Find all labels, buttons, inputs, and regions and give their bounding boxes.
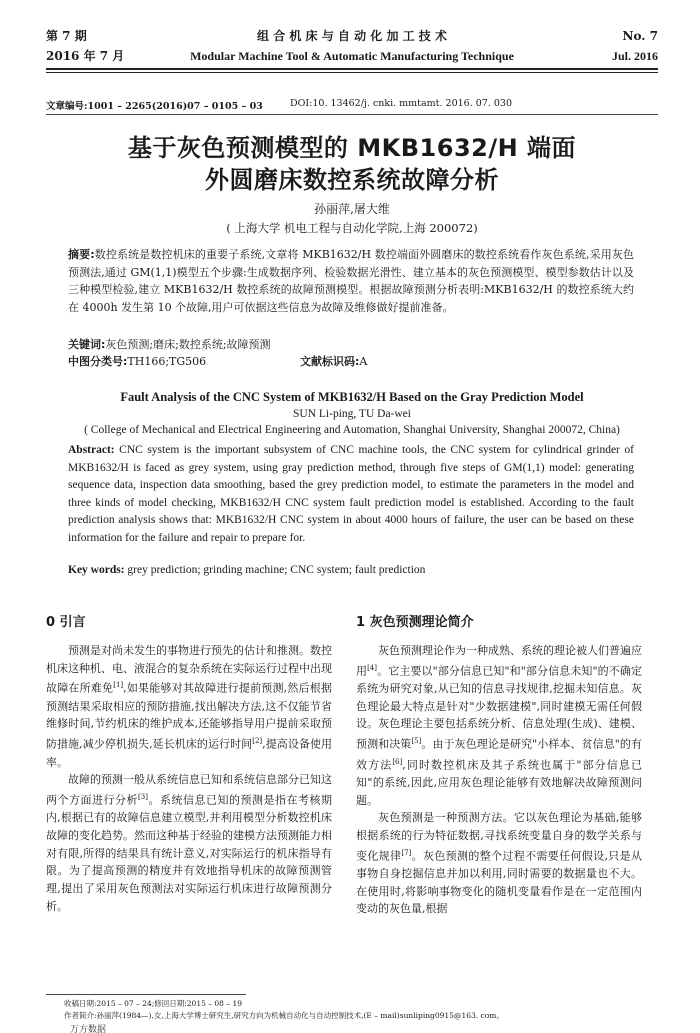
left-column [46,614,332,916]
abstract-en-label: Abstract: [68,444,115,456]
issue-number-en: No. 7 [622,29,658,43]
citation-ref: [3] [138,792,148,801]
abstract-en-text: CNC system is the important subsystem of CNC machine tools, the CNC system for cylindrical grinder of MKB1632/H is faced as grey system, using gray prediction method, through five steps of GM(1,1) model: generating sequence data, inspection data smoothing, based the grey prediction model, to estimate the parameters in the model and three kinds of model checking, MKB1632/H CNC system fault prediction model is established. According to the fault prediction analysis shows that: MKB1632/H CNC system in about 4000 hours of failure, the user can be based on these information for the failure and repair to prepare for. [68,444,635,544]
issue-date-en: Jul. 2016 [611,49,658,63]
abstract-cn-text: 数控系统是数控机床的重要子系统,文章将 MKB1632/H 数控端面外圆磨床的数控系统看作灰色系统,采用灰色预测法,通过 GM(1,1)模型五个步骤:生成数据序列、检验数据光滑性、建立基本的灰色预测模型、模型参数估计以及三种模型检验,建立 MKB1632/H 数控系统的故障预测模型。根据故障预测分析表明:MKB1632/H 的数控系统大约在 4000h 发生第 10 个故障,用户可依据这些信息为故障及维修做好提前准备。 [68,248,635,314]
abstract-cn-label: 摘要: [68,248,95,261]
affiliation-en: ( College of Mechanical and Electrical Engineering and Automation, Shanghai University, Shanghai 200072, China) [84,424,620,436]
authors-cn: 孙丽萍,屠大维 [314,202,390,216]
issue-date-cn: 2016 年 7 月 [46,49,125,63]
journal-name-en: Modular Machine Tool & Automatic Manufacturing Technique [190,49,514,63]
affiliation-cn: ( 上海大学 机电工程与自动化学院,上海 200072) [226,221,478,235]
title-en: Fault Analysis of the CNC System of MKB1632/H Based on the Gray Prediction Model [120,390,584,404]
article-number: 文章编号:1001 – 2265(2016)07 – 0105 – 03 [46,101,263,112]
citation-ref: [7] [401,848,412,857]
title-cn-line1: 基于灰色预测模型的 MKB1632/H 端面 [127,134,577,162]
section-0-paragraph-2: 故障的预测一般从系统信息已知和系统信息部分已知这两个方面进行分析[3]。系统信息已知的预测是指在考核期内,根据已有的故障信息建立模型,并利用模型分析数控机床故障的变化趋势。然而这种基于经验的建模方法预测能力相对有限,所得的结果具有统计意义,对实际运行的机床指导有限。为了提高预测的精度并有效地指导机床的故障预测管理,提出了采用灰色预测法对实际运行机床进行故障预测分析。 [46,773,333,913]
classification-cn-text: TH166;TG506 [127,355,207,368]
citation-ref: [4] [367,663,378,672]
footnote-rule [46,994,246,995]
journal-header [46,28,658,86]
keywords-cn-label: 关键词: [68,338,106,351]
header-rule-thick [46,68,658,70]
issue-number-cn: 第 7 期 [46,29,87,43]
footnote-received: 收稿日期:2015 – 07 – 24;修回日期:2015 – 08 – 19 [64,999,242,1008]
header-rule-thin [46,72,658,73]
keywords-cn [68,336,271,352]
document-code-label: 文献标识码: [300,355,360,368]
document-code-text: A [359,355,368,368]
right-column [356,614,642,918]
section-0-heading: 0 引言 [46,615,86,630]
authors-en: SUN Li-ping, TU Da-wei [293,408,411,420]
citation-ref: [6] [392,757,403,766]
section-1-paragraph-1: 灰色预测理论作为一种成熟、系统的理论被人们普遍应用[4]。它主要以"部分信息已知"和"部分信息未知"的不确定系统为研究对象,从已知的信息寻找规律,挖掘未知信息。灰色理论最大特点是针对"少数据建模",同时建模无需任何假设。灰色理论主要包括系统分析、信息处理(生成)、建模、预测和决策[5]。由于灰色理论是研究"小样本、贫信息"的有效方法[6],同时数控机床及其子系统也属于"部分信息已知"的系统,因此,应用灰色理论能够有效地解决故障预测问题。 [356,644,643,807]
classification-cn-label: 中图分类号: [68,355,128,368]
citation-ref: [2] [252,737,263,746]
abstract-cn [68,246,634,316]
section-1-paragraph-2: 灰色预测是一种预测方法。它以灰色理论为基础,能够根据系统的行为特征数据,寻找系统变量自身的数学关系与变化规律[7]。灰色预测的整个过程不需要任何假设,只是从事物自身挖掘信息并加以利用,同时需要的数据量也不大。在使用时,将影响事物变化的随机变量看作是在一定范围内变动的灰色量,根据 [356,811,642,916]
footnote-author: 作者简介:孙丽萍(1984—),女,上海大学博士研究生,研究方向为机械自动化与自动控制技术,(E – mail)sunliping0915@163. com。 [64,1011,504,1020]
keywords-en-label: Key words: [68,564,125,576]
title-cn-line2: 外圆磨床数控系统故障分析 [205,166,499,194]
keywords-cn-text: 灰色预测;磨床;数控系统;故障预测 [105,338,271,351]
section-1-heading: 1 灰色预测理论简介 [356,615,474,630]
keywords-en-text: grey prediction; grinding machine; CNC system; fault prediction [127,564,426,576]
keywords-en [68,564,425,576]
doi: DOI:10. 13462/j. cnki. mmtamt. 2016. 07. 030 [290,98,513,109]
abstract-en [68,442,634,547]
meta-rule [46,114,658,115]
citation-ref: [5] [411,737,422,746]
section-0-paragraph-1: 预测是对尚未发生的事物进行预先的估计和推测。数控机床这种机、电、液混合的复杂系统在实际运行过程中出现故障在所难免[1],如果能够对其故障进行提前预测,然后根据预测结果采取相应的预防措施,找出解决方法,这不仅能节省维修时间,节约机床的维护成本,还能够指导用户提前采取预防措施,减少停机损失,延长机床的运行时间[2],提高设备使用率。 [46,644,333,769]
document-code-cn [300,353,367,369]
journal-name-cn: 组 合 机 床 与 自 动 化 加 工 技 术 [257,29,447,43]
citation-ref: [1] [113,681,124,690]
watermark: 万方数据 [70,1025,107,1033]
classification-cn [68,353,206,369]
